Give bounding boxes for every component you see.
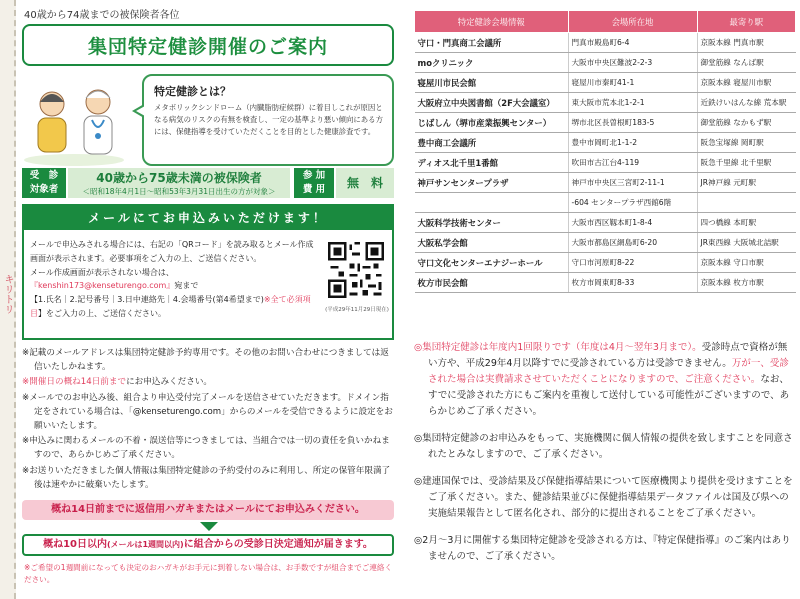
target-label-line1: 受 診 [29,170,59,181]
right-note-1-text2: なお、すでに受診された方にもご案内を重複して送付している可能性がございますので、あらかじめご了承ください。 [428,374,790,417]
venue-name: 大阪科学技術センター [415,213,569,233]
venue-station [697,193,796,213]
venue-name: 枚方市民会館 [415,273,569,293]
venue-address: 枚方市岡東町8-33 [568,273,697,293]
note-item: ※申込みに関わるメールの不着・誤送信等につきましては、当組合では一切の責任を負いかねますので、あらかじめご了承ください。 [22,436,390,461]
venue-table [414,10,796,293]
right-note-2: ◎集団特定健診のお申込みをもって、実施機関に個人情報の提供を致しますことを同意されたとみなしますので、ご了承ください。 [414,433,793,460]
venue-name: ディオス北千里1番館 [415,153,569,173]
note-deadline: ※開催日の概ね14日前まで [22,377,127,388]
venue-row [415,33,796,53]
target-main: 40歳から75歳未満の被保険者 [96,171,262,185]
flow-step-2 [22,534,394,556]
venue-name: 豊中商工会議所 [415,133,569,153]
venue-name: moクリニック [415,53,569,73]
title-banner [22,24,394,66]
venue-station: 阪急宝塚線 岡町駅 [697,133,796,153]
flow-step-2a: 概ね10日以内 [43,539,107,550]
venue-table-body [415,33,796,293]
fee-label [294,168,334,198]
venue-name: じばしん（堺市産業振興センター） [415,113,569,133]
notes-list [22,346,394,493]
venue-station: 京阪本線 守口市駅 [697,253,796,273]
right-note-1-red2: 万が一、受診された場合は実費請求させていただくことになりますので、ご注意ください。 [428,358,789,385]
venue-row [415,53,796,73]
qr-code[interactable] [328,242,384,298]
venue-address: 吹田市古江台4-119 [568,153,697,173]
note-item [22,375,394,389]
venue-row [415,173,796,193]
flow-step-2c: に組合からの受診日決定通知が届きます。 [183,539,373,550]
venue-address: 神戸市中央区三宮町2-11-1 [568,173,697,193]
venue-address: 門真市殿島町6-4 [568,33,697,53]
venue-row [415,113,796,133]
flow-footnote: ※ご希望の1週間前になっても決定のおハガキがお手元に到着しない場合は、お手数ですが組合までご連絡ください。 [24,563,393,584]
note-item: ※記載のメールアドレスは集団特定健診予約専用です。その他のお問い合わせにつきましては返信いたしかねます。 [22,348,389,373]
venue-name: 神戸サンセンタープラザ [415,173,569,193]
venue-station: 御堂筋線 なんば駅 [697,53,796,73]
venue-row [415,213,796,233]
eligible-recipients: 40歳から74歳までの被保険者各位 [24,10,180,21]
venue-row [415,133,796,153]
venue-col-header: 会場所在地 [568,11,697,33]
mail-address-link[interactable]: 『kenshin173@kenseturengo.com』 [30,281,175,291]
mail-items: 【1.氏名｜2.記号番号｜3.日中連絡先｜4.会場番号(第4希望まで) [30,295,264,305]
mail-address-suffix: 宛まで [174,281,199,291]
flow-step-2b: (メールは1週間以内) [107,540,184,549]
venue-address: 大阪市中央区難波2-2-3 [568,53,697,73]
mail-banner: メールにてお申込みいただけます！ [24,206,392,230]
page-title: 集団特定健診開催のご案内 [87,35,328,58]
venue-station: JR東西線 大阪城北詰駅 [697,233,796,253]
venue-station: JR神戸線 元町駅 [697,173,796,193]
mail-application-box [22,204,394,340]
right-column [414,0,796,599]
flow-arrow [200,522,218,531]
venue-address: 守口市河原町8-22 [568,253,697,273]
venue-address: 大阪市西区靱本町1-8-4 [568,213,697,233]
fee-label-line2: 費 用 [302,184,326,195]
venue-station: 近鉄けいはんな線 荒本駅 [697,93,796,113]
venue-row [415,233,796,253]
right-note-1-red: ◎集団特定健診は年度内1回限りです（年度は4月～翌年3月まで）。 [414,342,702,353]
venue-row [415,93,796,113]
venue-name: 大阪府立中央図書館（2F大会議室） [415,93,569,113]
cut-mark-label: キリトリ [2,274,13,314]
right-note-4: ◎2月～3月に開催する集団特定健診を受診される方は、『特定保健指導』のご案内はありませんので、ご了承ください。 [414,535,791,562]
venue-address: -604 センタープラザ西館6階 [568,193,697,213]
venue-row [415,153,796,173]
doctor-patient-illustration [22,74,126,166]
venue-address: 豊中市岡町北1-1-2 [568,133,697,153]
venue-col-header: 最寄り駅 [697,11,796,33]
venue-station: 四つ橋線 本町駅 [697,213,796,233]
about-heading: 特定健診とは？ [154,85,231,98]
about-bubble [142,74,394,166]
venue-row [415,273,796,293]
about-text: メタボリックシンドローム（内臓脂肪症候群）に着目しこれが原因となる病気のリスクの有無を検査し、一定の基準より悪い傾向にある方には、保健指導を受けていただくことを目的とした健康診査です。 [154,103,383,136]
left-column [20,0,398,599]
venue-station: 御堂筋線 なかもず駅 [697,113,796,133]
mail-line1: メールで申込みされる場合には、右記の「QRコード」を読み取るとメール作成画面が表示されます。必要事項をご入力の上、ご送信ください。 [30,240,314,263]
venue-col-header: 特定健診会場情報 [415,11,569,33]
note-item: ※メールでのお申込み後、組合より申込受付完了メールを送信させていただきます。ドメイン指定をされている場合は、「@kenseturengo.com」からのメールを受信できるように設定をお願いいたします。 [22,392,393,432]
mail-items-end: 】をご入力の上、ご送信ください。 [38,308,166,318]
target-sub: ＜昭和18年4月1日～昭和53年3月31日出生の方が対象＞ [82,187,276,196]
venue-name: 寝屋川市民会館 [415,73,569,93]
right-note-1-text: 受診時点で資格が無い方や、平成29年4月以降すでに受診されている方は受診できません。 [428,342,788,369]
venue-station: 京阪本線 門真市駅 [697,33,796,53]
venue-address: 大阪市都島区網島町6-20 [568,233,697,253]
venue-row [415,193,796,213]
note-deadline-rest: にお申込みください。 [126,377,213,388]
venue-name [415,193,569,213]
right-notes [414,340,796,576]
target-label [22,168,66,198]
venue-address: 寝屋川市秦町41-1 [568,73,697,93]
venue-name: 守口文化センターエナジーホール [415,253,569,273]
fee-value: 無 料 [336,168,394,198]
venue-name: 大阪私学会館 [415,233,569,253]
target-box [68,168,290,198]
venue-header-row [415,11,796,33]
flow-step-1: 概ね14日前までに返信用ハガキまたはメールにてお申込みください。 [22,500,394,520]
venue-station: 阪急千里線 北千里駅 [697,153,796,173]
cut-line-strip [0,0,16,599]
venue-station: 京阪本線 枚方市駅 [697,273,796,293]
target-label-line2: 対象者 [29,184,59,195]
mail-required: ※全て必須項目 [30,295,311,318]
right-note-1 [414,340,796,420]
venue-row [415,73,796,93]
mail-line2: メール作成画面が表示されない場合は、 [30,267,174,277]
venue-row [415,253,796,273]
venue-name: 守口・門真商工会議所 [415,33,569,53]
right-note-3: ◎建連国保では、受診結果及び保健指導結果について医療機関より提供を受けますことをご了承ください。また、健診結果並びに保健指導結果データファイルは国及び県への実施結果報告として匿名化され、部分的に提出されることをご了承ください。 [414,476,793,519]
qr-date-note: (平成29年11月29日現在) [325,307,389,313]
venue-station: 京阪本線 寝屋川市駅 [697,73,796,93]
note-item: ※お送りいただきました個人情報は集団特定健診の予約受付のみに利用し、所定の保管年限満了後は速やかに破棄いたします。 [22,465,391,490]
target-row [22,168,394,198]
venue-address: 東大阪市荒本北1-2-1 [568,93,697,113]
fee-label-line1: 参 加 [302,170,326,181]
venue-address: 堺市北区長曽根町183-5 [568,113,697,133]
mail-instructions [30,238,320,321]
